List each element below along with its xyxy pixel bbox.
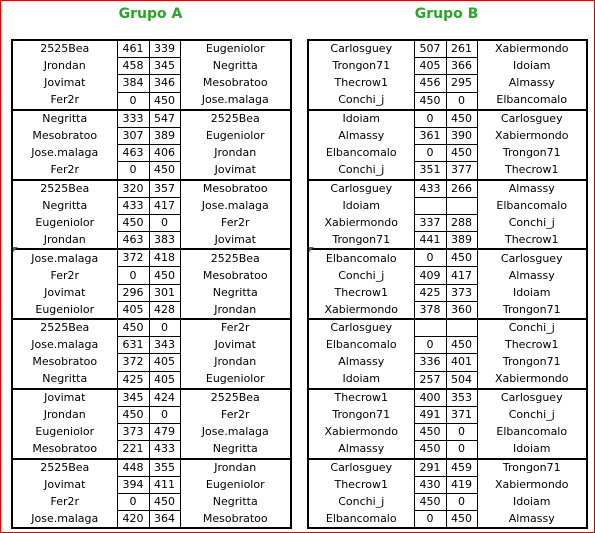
match-row xyxy=(12,424,291,441)
match-row xyxy=(308,249,587,267)
away-score: 360 xyxy=(446,301,477,319)
home-player: Idoiam xyxy=(308,197,414,214)
home-player: Jose.malaga xyxy=(12,511,117,529)
match-row xyxy=(308,145,587,162)
match-row xyxy=(12,337,291,354)
away-player: Xabiermondo xyxy=(477,127,587,144)
match-row xyxy=(308,511,587,529)
match-row xyxy=(12,232,291,250)
away-player: Xabiermondo xyxy=(477,40,587,58)
away-player: Elbancomalo xyxy=(477,197,587,214)
match-row xyxy=(308,476,587,493)
home-score: 361 xyxy=(414,127,446,144)
away-player: 2525Bea xyxy=(180,389,291,407)
away-score: 450 xyxy=(446,249,477,267)
home-score: 0 xyxy=(117,267,149,284)
match-row xyxy=(308,127,587,144)
home-player: Eugeniolor xyxy=(12,214,117,231)
cell-comment-marker xyxy=(13,247,18,252)
away-player: Jrondan xyxy=(180,354,291,371)
away-player: Jovimat xyxy=(180,232,291,250)
away-score: 377 xyxy=(446,162,477,180)
away-score: 366 xyxy=(446,58,477,75)
away-score: 405 xyxy=(149,354,180,371)
away-score: 343 xyxy=(149,337,180,354)
home-player: Elbancomalo xyxy=(308,337,414,354)
away-player: Almassy xyxy=(477,180,587,198)
home-player: Jose.malaga xyxy=(12,337,117,354)
away-player: Almassy xyxy=(477,511,587,529)
home-player: Conchi_j xyxy=(308,493,414,510)
match-row xyxy=(308,180,587,198)
home-score: 373 xyxy=(117,424,149,441)
match-row xyxy=(308,110,587,128)
away-player: Carlosguey xyxy=(477,110,587,128)
away-score: 479 xyxy=(149,424,180,441)
away-score: 0 xyxy=(446,441,477,459)
home-score: 507 xyxy=(414,40,446,58)
match-row xyxy=(308,284,587,301)
away-player: Trongon71 xyxy=(477,459,587,477)
home-player: Idoiam xyxy=(308,110,414,128)
away-score: 0 xyxy=(446,424,477,441)
away-score: 424 xyxy=(149,389,180,407)
home-player: Fer2r xyxy=(12,267,117,284)
match-row xyxy=(308,92,587,110)
away-score: 418 xyxy=(149,249,180,267)
away-player: Mesobratoo xyxy=(180,180,291,198)
match-row xyxy=(308,162,587,180)
match-row xyxy=(308,214,587,231)
home-player: Thecrow1 xyxy=(308,389,414,407)
away-score: 353 xyxy=(446,389,477,407)
away-score: 266 xyxy=(446,180,477,198)
match-row xyxy=(12,145,291,162)
home-score: 450 xyxy=(414,92,446,110)
home-score: 463 xyxy=(117,145,149,162)
away-player: Mesobratoo xyxy=(180,75,291,92)
home-player: Xabiermondo xyxy=(308,214,414,231)
away-player: Mesobratoo xyxy=(180,511,291,529)
away-score: 450 xyxy=(149,267,180,284)
home-score: 337 xyxy=(414,214,446,231)
home-player: Jrondan xyxy=(12,406,117,423)
match-row xyxy=(308,354,587,371)
match-row xyxy=(308,75,587,92)
away-player: Conchi_j xyxy=(477,319,587,337)
home-score: 458 xyxy=(117,58,149,75)
home-player: 2525Bea xyxy=(12,319,117,337)
away-score: 428 xyxy=(149,301,180,319)
away-player: Thecrow1 xyxy=(477,337,587,354)
away-score: 0 xyxy=(446,493,477,510)
match-row xyxy=(12,197,291,214)
home-score: 425 xyxy=(414,284,446,301)
home-player: Trongon71 xyxy=(308,406,414,423)
away-player: Thecrow1 xyxy=(477,162,587,180)
home-score: 450 xyxy=(117,214,149,231)
away-player: Carlosguey xyxy=(477,389,587,407)
away-score: 0 xyxy=(149,319,180,337)
home-score: 491 xyxy=(414,406,446,423)
home-player: 2525Bea xyxy=(12,180,117,198)
home-player: 2525Bea xyxy=(12,40,117,58)
away-player: Carlosguey xyxy=(477,249,587,267)
away-score: 450 xyxy=(446,110,477,128)
away-player: Jrondan xyxy=(180,145,291,162)
home-score: 0 xyxy=(414,337,446,354)
away-player: Trongon71 xyxy=(477,354,587,371)
home-score: 378 xyxy=(414,301,446,319)
group-a-title: Grupo A xyxy=(118,6,183,22)
away-player: Almassy xyxy=(477,267,587,284)
match-row xyxy=(12,127,291,144)
away-score: 295 xyxy=(446,75,477,92)
home-player: Jose.malaga xyxy=(12,249,117,267)
away-score: 355 xyxy=(149,459,180,477)
home-score: 448 xyxy=(117,459,149,477)
away-player: Jrondan xyxy=(180,301,291,319)
away-score: 450 xyxy=(149,493,180,510)
home-player: Jrondan xyxy=(12,58,117,75)
match-row xyxy=(12,493,291,510)
away-score: 504 xyxy=(446,371,477,389)
home-score: 296 xyxy=(117,284,149,301)
away-score: 0 xyxy=(149,406,180,423)
away-player: 2525Bea xyxy=(180,110,291,128)
home-score: 257 xyxy=(414,371,446,389)
away-score: 339 xyxy=(149,40,180,58)
away-player: Fer2r xyxy=(180,214,291,231)
home-score: 433 xyxy=(117,197,149,214)
away-player: Conchi_j xyxy=(477,406,587,423)
home-player: Fer2r xyxy=(12,493,117,510)
away-score: 364 xyxy=(149,511,180,529)
home-score: 384 xyxy=(117,75,149,92)
match-row xyxy=(12,389,291,407)
away-player: Xabiermondo xyxy=(477,371,587,389)
home-score: 0 xyxy=(117,92,149,110)
match-row xyxy=(12,214,291,231)
away-score: 417 xyxy=(446,267,477,284)
match-row xyxy=(12,511,291,529)
home-player: Trongon71 xyxy=(308,58,414,75)
away-score: 450 xyxy=(446,511,477,529)
match-row xyxy=(308,371,587,389)
away-score: 389 xyxy=(149,127,180,144)
home-player: Idoiam xyxy=(308,371,414,389)
away-score: 450 xyxy=(446,337,477,354)
home-score: 345 xyxy=(117,389,149,407)
home-player: Xabiermondo xyxy=(308,424,414,441)
match-row xyxy=(308,337,587,354)
home-player: Mesobratoo xyxy=(12,441,117,459)
away-player: Jrondan xyxy=(180,459,291,477)
away-score: 390 xyxy=(446,127,477,144)
home-player: Elbancomalo xyxy=(308,249,414,267)
match-row xyxy=(12,249,291,267)
home-score: 405 xyxy=(414,58,446,75)
match-row xyxy=(12,75,291,92)
match-row xyxy=(12,301,291,319)
away-player: Eugeniolor xyxy=(180,40,291,58)
home-player: Almassy xyxy=(308,354,414,371)
home-player: Jovimat xyxy=(12,389,117,407)
away-score: 406 xyxy=(149,145,180,162)
away-player: Elbancomalo xyxy=(477,424,587,441)
home-player: Negritta xyxy=(12,371,117,389)
away-player: Fer2r xyxy=(180,406,291,423)
home-score: 0 xyxy=(414,511,446,529)
home-score: 0 xyxy=(117,493,149,510)
match-row xyxy=(12,406,291,423)
match-row xyxy=(12,58,291,75)
away-score: 288 xyxy=(446,214,477,231)
away-player: Jose.malaga xyxy=(180,92,291,110)
home-score: 463 xyxy=(117,232,149,250)
home-player: Conchi_j xyxy=(308,267,414,284)
away-player: Negritta xyxy=(180,493,291,510)
match-row xyxy=(12,459,291,477)
away-score: 383 xyxy=(149,232,180,250)
home-player: Carlosguey xyxy=(308,40,414,58)
away-score: 357 xyxy=(149,180,180,198)
match-row xyxy=(12,267,291,284)
away-player: Eugeniolor xyxy=(180,476,291,493)
away-player: Jovimat xyxy=(180,162,291,180)
away-player: Almassy xyxy=(477,75,587,92)
home-player: Mesobratoo xyxy=(12,354,117,371)
home-score: 420 xyxy=(117,511,149,529)
home-score: 221 xyxy=(117,441,149,459)
home-player: Jrondan xyxy=(12,232,117,250)
home-score: 400 xyxy=(414,389,446,407)
match-row xyxy=(12,92,291,110)
away-score: 371 xyxy=(446,406,477,423)
home-score: 433 xyxy=(414,180,446,198)
home-score: 450 xyxy=(117,319,149,337)
home-player: Almassy xyxy=(308,441,414,459)
home-score: 430 xyxy=(414,476,446,493)
match-row xyxy=(308,493,587,510)
match-row xyxy=(12,319,291,337)
home-player: Elbancomalo xyxy=(308,145,414,162)
away-player: Jose.malaga xyxy=(180,197,291,214)
home-score: 631 xyxy=(117,337,149,354)
home-player: Negritta xyxy=(12,110,117,128)
home-player: Conchi_j xyxy=(308,162,414,180)
away-score: 345 xyxy=(149,58,180,75)
home-player: Carlosguey xyxy=(308,459,414,477)
match-row xyxy=(308,319,587,337)
away-score: 373 xyxy=(446,284,477,301)
away-player: Jose.malaga xyxy=(180,424,291,441)
home-score: 0 xyxy=(414,110,446,128)
match-row xyxy=(12,354,291,371)
home-score: 0 xyxy=(414,249,446,267)
home-player: Eugeniolor xyxy=(12,424,117,441)
home-player: Fer2r xyxy=(12,92,117,110)
home-player: Trongon71 xyxy=(308,232,414,250)
away-score: 450 xyxy=(446,145,477,162)
home-score: 450 xyxy=(414,441,446,459)
away-score: 547 xyxy=(149,110,180,128)
match-row xyxy=(308,441,587,459)
away-player: Idoiam xyxy=(477,58,587,75)
away-score xyxy=(446,197,477,214)
home-player: Fer2r xyxy=(12,162,117,180)
home-player: Almassy xyxy=(308,127,414,144)
home-score: 405 xyxy=(117,301,149,319)
home-player: Elbancomalo xyxy=(308,511,414,529)
away-player: Trongon71 xyxy=(477,301,587,319)
home-score: 351 xyxy=(414,162,446,180)
away-player: Eugeniolor xyxy=(180,127,291,144)
home-player: Carlosguey xyxy=(308,180,414,198)
match-row xyxy=(12,476,291,493)
home-score: 372 xyxy=(117,249,149,267)
match-row xyxy=(12,40,291,58)
group-b-title: Grupo B xyxy=(414,6,479,22)
home-score: 425 xyxy=(117,371,149,389)
away-score: 450 xyxy=(149,92,180,110)
away-player: Idoiam xyxy=(477,284,587,301)
match-row xyxy=(308,424,587,441)
match-row xyxy=(308,40,587,58)
home-score: 441 xyxy=(414,232,446,250)
home-score: 372 xyxy=(117,354,149,371)
away-player: Mesobratoo xyxy=(180,267,291,284)
group-a-results-table xyxy=(11,39,292,529)
home-player: Eugeniolor xyxy=(12,301,117,319)
match-row xyxy=(308,459,587,477)
away-player: Thecrow1 xyxy=(477,232,587,250)
away-player: Negritta xyxy=(180,284,291,301)
match-row xyxy=(12,162,291,180)
match-row xyxy=(12,441,291,459)
match-row xyxy=(308,197,587,214)
away-player: Negritta xyxy=(180,58,291,75)
home-score: 0 xyxy=(414,145,446,162)
match-row xyxy=(12,284,291,301)
home-score: 450 xyxy=(414,493,446,510)
home-player: 2525Bea xyxy=(12,459,117,477)
match-row xyxy=(12,371,291,389)
away-score: 411 xyxy=(149,476,180,493)
match-row xyxy=(308,406,587,423)
group-b-results-table xyxy=(307,39,588,529)
away-player: Fer2r xyxy=(180,319,291,337)
away-score xyxy=(446,319,477,337)
away-player: Jovimat xyxy=(180,337,291,354)
home-score: 307 xyxy=(117,127,149,144)
match-row xyxy=(308,232,587,250)
home-score: 320 xyxy=(117,180,149,198)
home-player: Mesobratoo xyxy=(12,127,117,144)
home-score: 394 xyxy=(117,476,149,493)
away-player: Conchi_j xyxy=(477,214,587,231)
away-score: 0 xyxy=(446,92,477,110)
away-player: Eugeniolor xyxy=(180,371,291,389)
away-score: 389 xyxy=(446,232,477,250)
away-player: Elbancomalo xyxy=(477,92,587,110)
home-player: Jovimat xyxy=(12,476,117,493)
home-score: 409 xyxy=(414,267,446,284)
home-player: Xabiermondo xyxy=(308,301,414,319)
match-row xyxy=(308,389,587,407)
away-player: Negritta xyxy=(180,441,291,459)
match-row xyxy=(12,180,291,198)
home-score: 336 xyxy=(414,354,446,371)
away-score: 417 xyxy=(149,197,180,214)
away-score: 346 xyxy=(149,75,180,92)
home-player: Jovimat xyxy=(12,284,117,301)
home-score xyxy=(414,319,446,337)
home-score xyxy=(414,197,446,214)
home-score: 456 xyxy=(414,75,446,92)
home-score: 291 xyxy=(414,459,446,477)
cell-comment-marker xyxy=(309,247,314,252)
away-player: Idoiam xyxy=(477,441,587,459)
away-score: 261 xyxy=(446,40,477,58)
away-score: 0 xyxy=(149,214,180,231)
home-player: Jose.malaga xyxy=(12,145,117,162)
home-score: 0 xyxy=(117,162,149,180)
home-player: Conchi_j xyxy=(308,92,414,110)
match-row xyxy=(308,301,587,319)
away-score: 459 xyxy=(446,459,477,477)
away-score: 301 xyxy=(149,284,180,301)
match-row xyxy=(308,58,587,75)
home-player: Thecrow1 xyxy=(308,75,414,92)
away-score: 419 xyxy=(446,476,477,493)
away-player: Trongon71 xyxy=(477,145,587,162)
away-score: 401 xyxy=(446,354,477,371)
away-player: Xabiermondo xyxy=(477,476,587,493)
home-player: Thecrow1 xyxy=(308,476,414,493)
match-row xyxy=(308,267,587,284)
home-player: Negritta xyxy=(12,197,117,214)
home-score: 450 xyxy=(414,424,446,441)
away-player: Idoiam xyxy=(477,493,587,510)
away-score: 405 xyxy=(149,371,180,389)
home-score: 450 xyxy=(117,406,149,423)
home-player: Carlosguey xyxy=(308,319,414,337)
home-score: 461 xyxy=(117,40,149,58)
away-score: 450 xyxy=(149,162,180,180)
home-player: Jovimat xyxy=(12,75,117,92)
away-score: 433 xyxy=(149,441,180,459)
home-player: Thecrow1 xyxy=(308,284,414,301)
match-row xyxy=(12,110,291,128)
away-player: 2525Bea xyxy=(180,249,291,267)
home-score: 333 xyxy=(117,110,149,128)
